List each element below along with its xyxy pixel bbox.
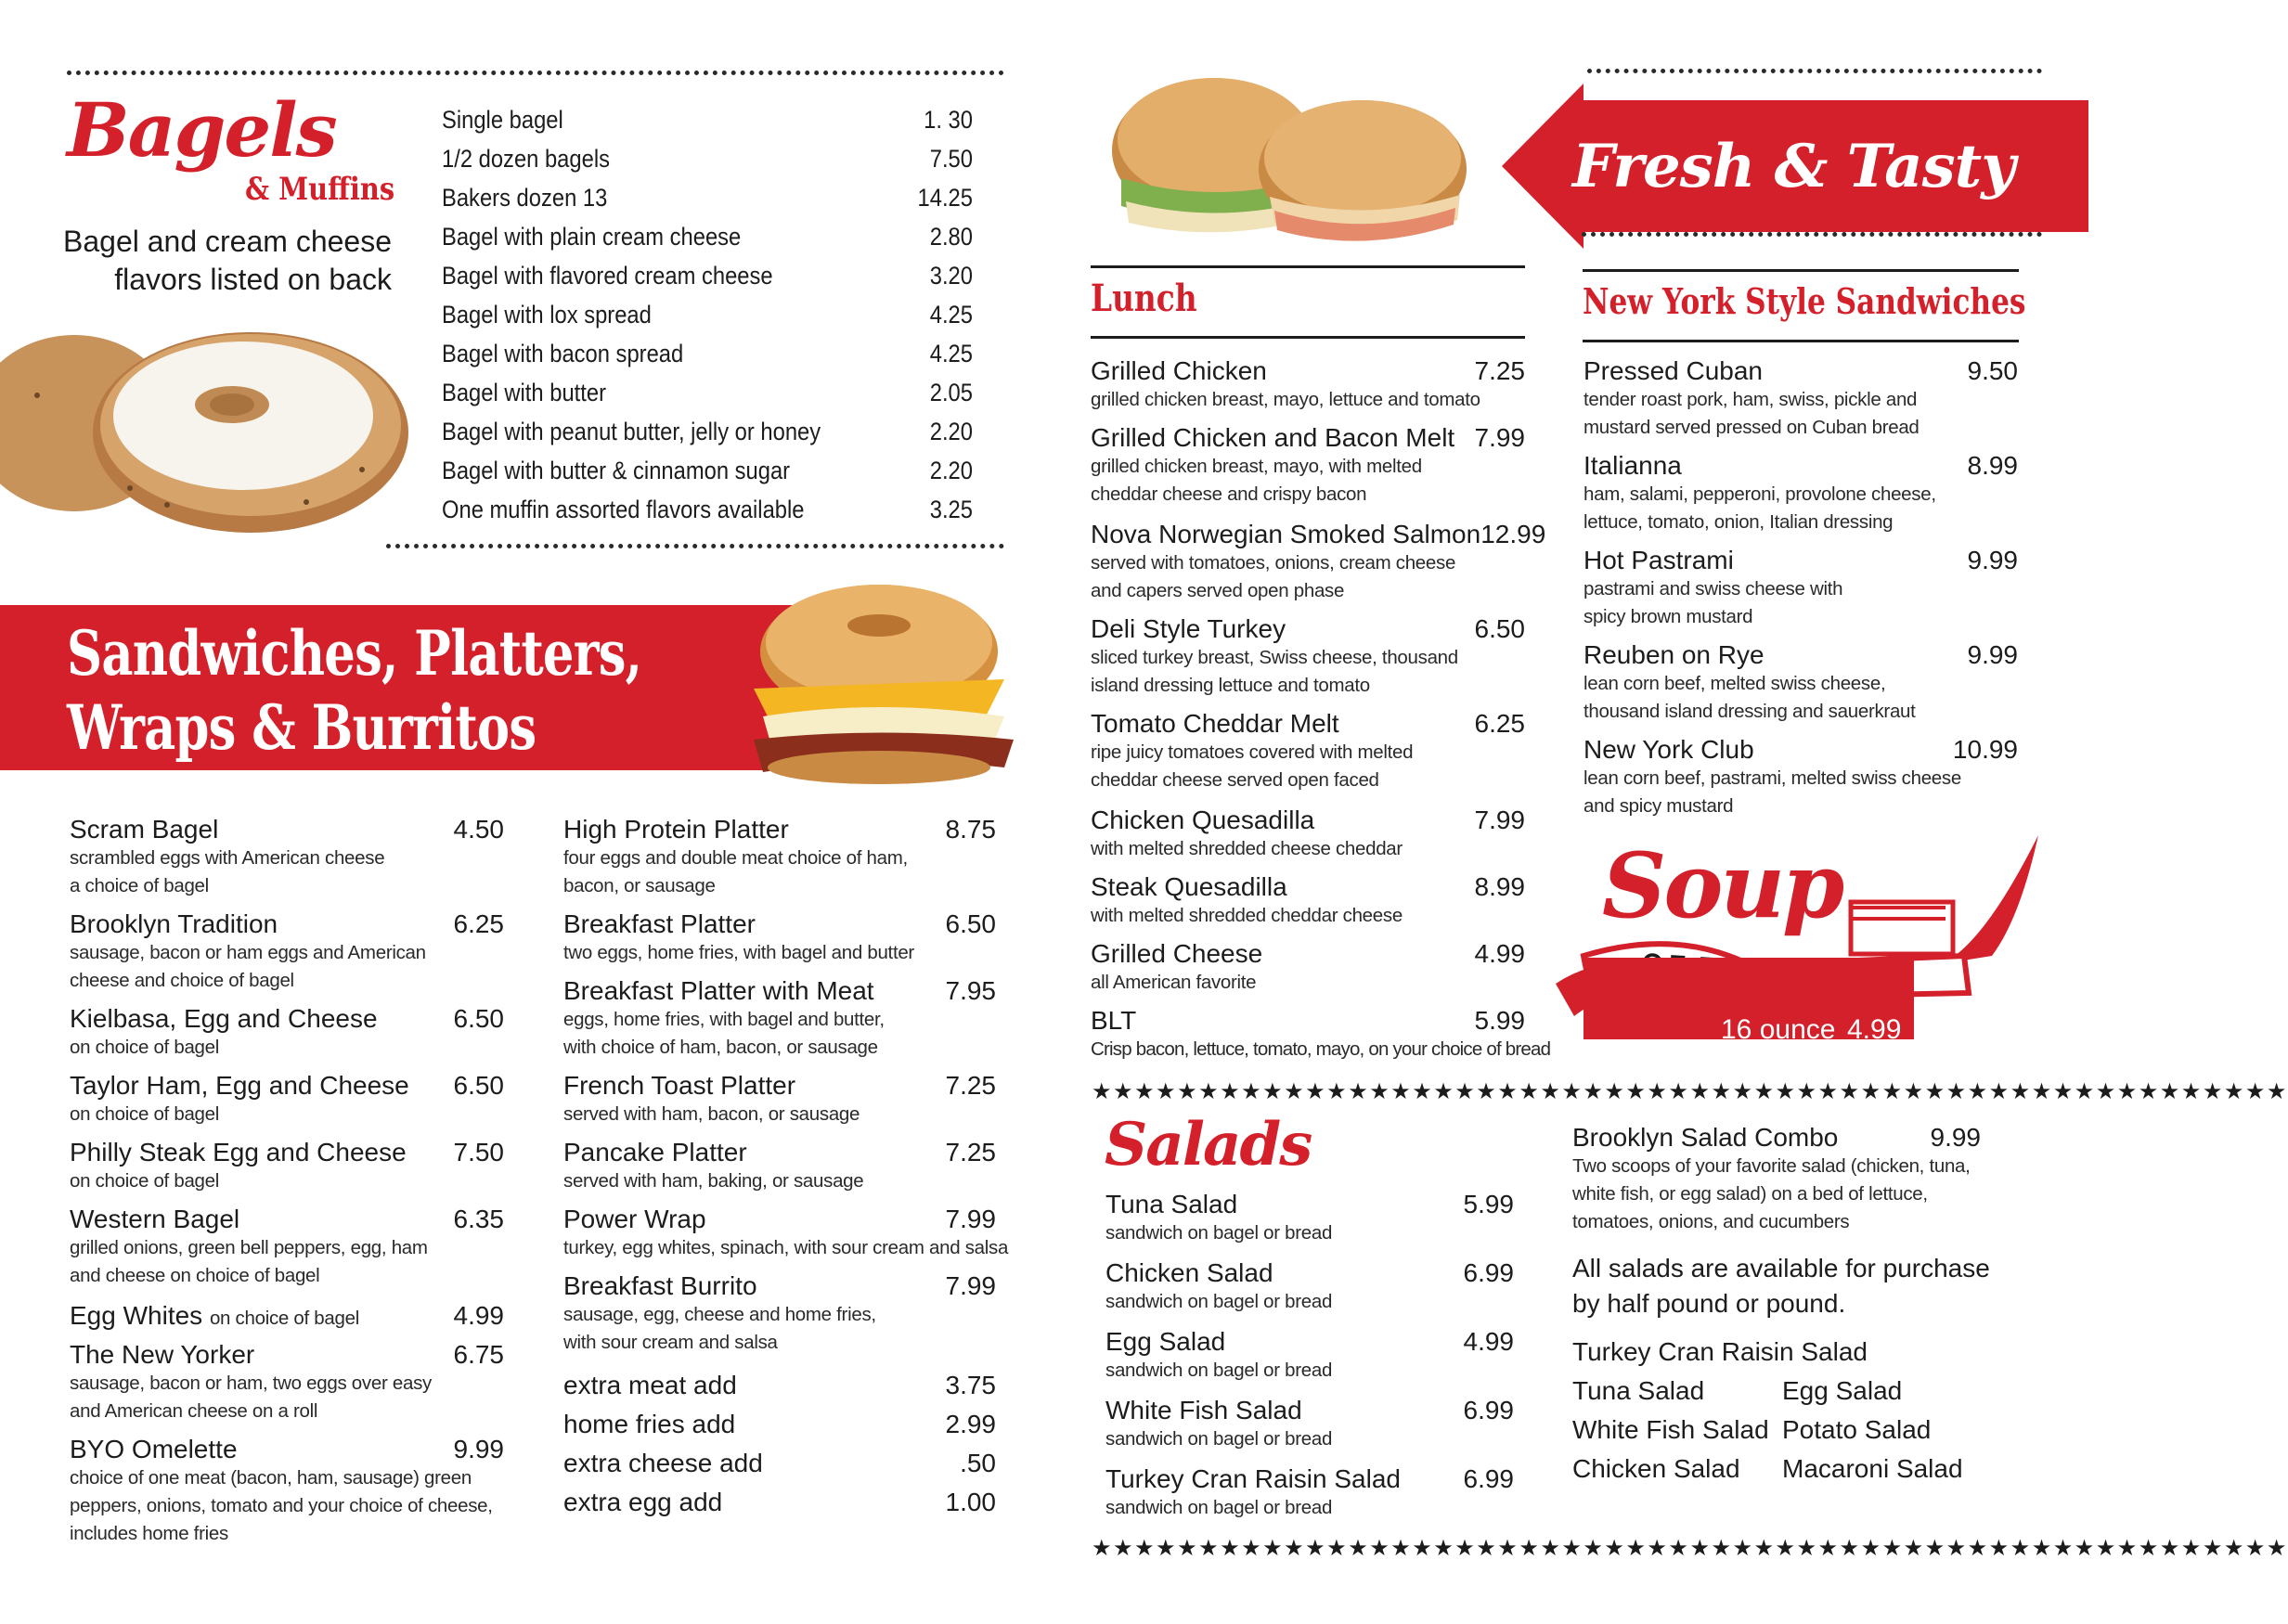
bagels-title: Bagels [67,86,336,174]
list-item: 1/2 dozen bagels 7.50 [442,145,973,173]
menu-item: Brooklyn Salad Combo 9.99 Two scoops of your favorite salad (chicken, tuna, white fish, or egg salad) on a bed of lettuce, tomatoes, onions, and cucumbers [1572,1123,1981,1232]
menu-item: Italianna 8.99 ham, salami, pepperoni, provolone cheese, lettuce, tomato, onion, Italian dressing [1584,451,2018,533]
list-item: extra meat add 3.75 [563,1371,996,1399]
soup-size: 16 ounce [1721,1014,1836,1045]
list-item: Chicken Salad [1572,1454,1740,1483]
soup-price: 4.99 [1847,1014,1902,1045]
menu-item: Grilled Cheese 4.99 all American favorite [1091,939,1525,993]
menu-item: The New Yorker 6.75 sausage, bacon or ham, two eggs over easy and American cheese on a roll [70,1340,504,1422]
menu-item: BLT 5.99 Crisp bacon, lettuce, tomato, mayo, on your choice of bread [1091,1006,1551,1060]
menu-item: Deli Style Turkey 6.50 sliced turkey breast, Swiss cheese, thousand island dressing lettuce and tomato [1091,614,1525,696]
menu-item: Kielbasa, Egg and Cheese 6.50 on choice of bagel [70,1004,504,1058]
menu-item: Pressed Cuban 9.50 tender roast pork, ham, swiss, pickle and mustard served pressed on Cuban bread [1584,356,2018,438]
list-item: Bakers dozen 13 14.25 [442,184,973,212]
list-item: Single bagel 1. 30 [442,106,973,134]
menu-item: Nova Norwegian Smoked Salmon 12.99 served with tomatoes, onions, cream cheese and capers served open phase [1091,520,1546,601]
list-item: Bagel with peanut butter, jelly or honey 2.20 [442,418,973,445]
menu-item: Scram Bagel 4.50 scrambled eggs with American cheese a choice of bagel [70,815,504,896]
star-divider-bottom: ★★★★★★★★★★★★★★★★★★★★★★★★★★★★★★★★★★★★★★★★★★★★★★★★★★★★★★★★ [1092,1535,2288,1561]
menu-item: Egg Whites on choice of bagel 4.99 [70,1301,504,1330]
menu-item: Power Wrap 7.99 turkey, egg whites, spinach, with sour cream and salsa [563,1205,1009,1258]
bagel-cream-cheese-image [0,312,408,535]
menu-item: Steak Quesadilla 8.99 with melted shredded cheddar cheese [1091,872,1525,926]
salads-title: Salads [1105,1110,1312,1179]
list-item: White Fish Salad [1572,1415,1769,1444]
salads-purchase-note: All salads are available for purchase by half pound or pound. [1572,1254,1990,1318]
menu-item: Breakfast Platter 6.50 two eggs, home fries, with bagel and butter [563,909,996,963]
bagels-note-line2: flavors listed on back [114,263,392,296]
list-item: Bagel with butter 2.05 [442,379,973,406]
menu-item: Tuna Salad 5.99 sandwich on bagel or bread [1105,1190,1514,1244]
list-item: extra cheese add .50 [563,1449,996,1477]
addon-list [563,1366,996,1522]
ny-rule-top [1583,269,2019,272]
list-item: home fries add 2.99 [563,1410,996,1438]
menu-item: Chicken Quesadilla 7.99 with melted shredded cheese cheddar [1091,806,1525,859]
divider-dots-top-left [67,71,1004,75]
list-item: Bagel with lox spread 4.25 [442,301,973,329]
list-item: Turkey Cran Raisin Salad [1572,1337,1868,1366]
menu-item: Breakfast Platter with Meat 7.95 eggs, home fries, with bagel and butter, with choice of ham, bacon, or sausage [563,976,996,1058]
list-item: Bagel with flavored cream cheese 3.20 [442,262,973,290]
lunch-title: Lunch [1091,277,1197,320]
ny-rule-bottom [1583,340,2019,342]
menu-item: Grilled Chicken 7.25 grilled chicken breast, mayo, lettuce and tomato [1091,356,1525,410]
bagel-sandwich-image [1084,48,1474,264]
star-divider-top: ★★★★★★★★★★★★★★★★★★★★★★★★★★★★★★★★★★★★★★★★★★★★★★★★★★★★★★★★ [1092,1078,2288,1104]
menu-item: French Toast Platter 7.25 served with ham, bacon, or sausage [563,1071,996,1125]
menu-item: Hot Pastrami 9.99 pastrami and swiss cheese with spicy brown mustard [1584,546,2018,627]
menu-item: BYO Omelette 9.99 choice of one meat (bacon, ham, sausage) green peppers, onions, tomato and your choice of cheese, includes home fries [70,1435,504,1544]
egg-sandwich-image [726,577,1032,789]
fresh-tasty-label: Fresh & Tasty [1572,132,2015,201]
list-item: Bagel with butter & cinnamon sugar 2.20 [442,457,973,484]
ny-title: New York Style Sandwiches [1583,280,2026,322]
menu-item: Western Bagel 6.35 grilled onions, green bell peppers, egg, ham and cheese on choice of bagel [70,1205,504,1286]
bagels-note-line1: Bagel and cream cheese [63,225,392,258]
menu-item: White Fish Salad 6.99 sandwich on bagel or bread [1105,1396,1514,1450]
divider-dots-top-right [1587,69,2042,73]
menu-item: New York Club 10.99 lean corn beef, pastrami, melted swiss cheese and spicy mustard [1584,735,2018,817]
lunch-rule-top [1091,265,1525,268]
bagel-price-list [442,100,973,529]
list-item: Potato Salad [1782,1415,1932,1444]
menu-item: Pancake Platter 7.25 served with ham, baking, or sausage [563,1138,996,1192]
soup-title: Soup [1602,833,1842,938]
lunch-rule-bottom [1091,336,1525,339]
salad-list [1572,1333,1963,1489]
list-item: Tuna Salad [1572,1376,1705,1405]
menu-item: Brooklyn Tradition 6.25 sausage, bacon or ham eggs and American cheese and choice of bagel [70,909,504,991]
menu-item: Reuben on Rye 9.99 lean corn beef, melted swiss cheese, thousand island dressing and sauerkraut [1584,640,2018,722]
menu-item: Philly Steak Egg and Cheese 7.50 on choice of bagel [70,1138,504,1192]
menu-item: Egg Salad 4.99 sandwich on bagel or bread [1105,1327,1514,1381]
list-item: Macaroni Salad [1782,1454,1963,1483]
menu-item: High Protein Platter 8.75 four eggs and double meat choice of ham, bacon, or sausage [563,815,996,896]
list-item: Bagel with bacon spread 4.25 [442,340,973,367]
menu-item: Chicken Salad 6.99 sandwich on bagel or bread [1105,1258,1514,1312]
menu-item: Tomato Cheddar Melt 6.25 ripe juicy tomatoes covered with melted cheddar cheese served open faced [1091,709,1525,791]
menu-item: Taylor Ham, Egg and Cheese 6.50 on choice of bagel [70,1071,504,1125]
menu-item: Grilled Chicken and Bacon Melt 7.99 grilled chicken breast, mayo, with melted cheddar cheese and crispy bacon [1091,423,1525,505]
list-item: extra egg add 1.00 [563,1488,996,1516]
divider-dots-fresh-bottom [1582,232,2042,237]
sandwiches-banner-title: Sandwiches, Platters, Wraps & Burritos [67,617,642,764]
menu-item: Turkey Cran Raisin Salad 6.99 sandwich on bagel or bread [1105,1464,1514,1518]
divider-dots-bagels-bottom [386,544,1004,548]
menu-item: Breakfast Burrito 7.99 sausage, egg, cheese and home fries, with sour cream and salsa [563,1271,996,1353]
list-item: Bagel with plain cream cheese 2.80 [442,223,973,251]
list-item: One muffin assorted flavors available 3.25 [442,496,973,523]
list-item: Egg Salad [1782,1376,1903,1405]
bagels-subtitle: & Muffins [245,171,395,208]
